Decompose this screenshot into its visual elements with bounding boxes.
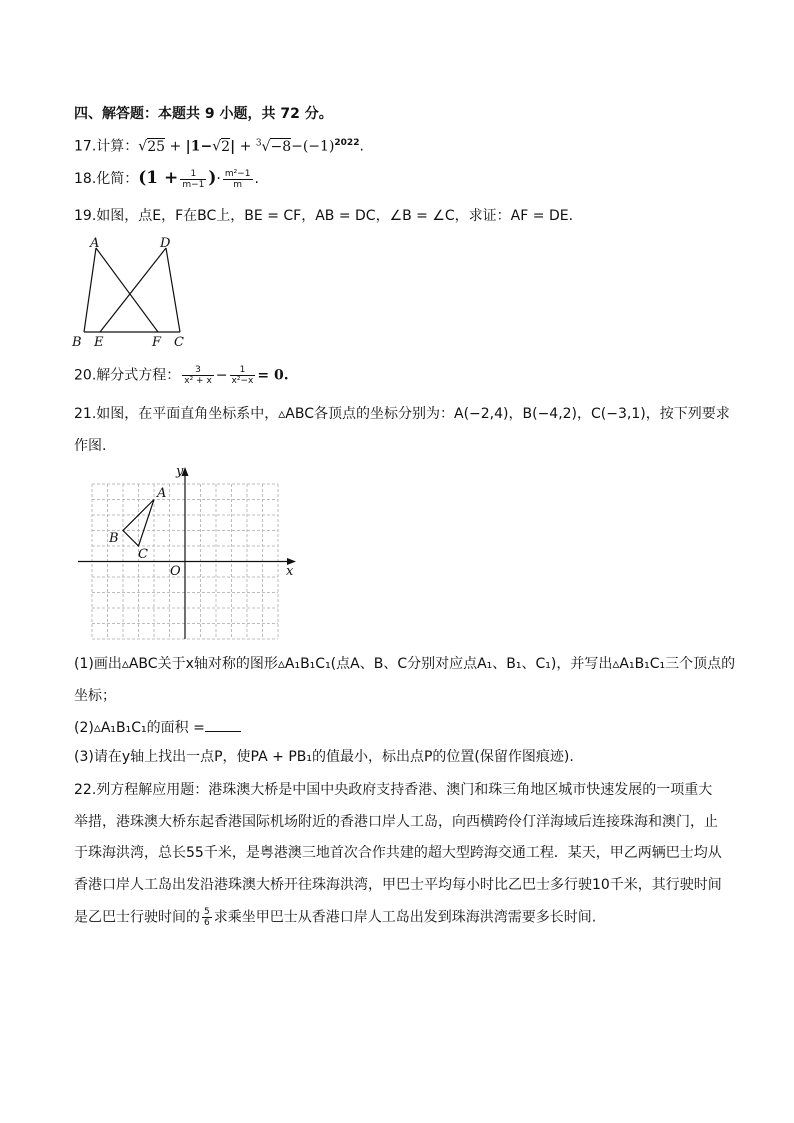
fig19-label-c: C [174, 335, 184, 350]
answer-blank[interactable] [205, 717, 241, 732]
question-21-part-3: (3)请在y轴上找出一点P，使PA + PB₁的值最小，标出点P的位置(保留作图痕迹). [74, 749, 574, 765]
q17-plus: + [169, 138, 182, 155]
q17-sqrt-arg: 25 [147, 138, 166, 155]
question-22-line-1: 22.列方程解应用题：港珠澳大桥是中国中央政府支持香港、澳门和珠三角地区城市快速发展的一项重大 [74, 782, 713, 798]
fig19-label-a: A [90, 236, 100, 251]
question-21-part-1-line-1: (1)画出▵ABC关于x轴对称的图形▵A₁B₁C₁(点A、B、C分别对应点A₁、B₁、C₁)，并写出▵A₁B₁C₁三个顶点的 [74, 656, 736, 672]
question-20 [74, 365, 289, 386]
q22-frac-num: 5 [204, 907, 210, 917]
q22-fraction [202, 907, 212, 928]
q22-frac-den: 6 [204, 918, 210, 928]
q21-part2-text: (2)▵A₁B₁C₁的面积 = [74, 720, 205, 736]
q20-frac2-den: x²−x [231, 376, 254, 386]
fig21-label-o: O [170, 564, 181, 579]
fig19-label-b: B [72, 335, 82, 350]
q20-fraction-1 [182, 365, 214, 386]
question-22-line-2: 举措，港珠澳大桥东起香港国际机场附近的香港口岸人工岛，向西横跨伶仃洋海域后连接珠海和澳门，止 [74, 814, 718, 830]
fig21-label-a: A [157, 486, 167, 501]
q18-end: . [254, 171, 259, 187]
q17-abs-open: |1− [185, 138, 213, 155]
q17-label: 17.计算： [74, 138, 139, 155]
q20-fraction-2 [230, 365, 256, 386]
question-22-line-5 [74, 907, 596, 928]
q18-dot: · [216, 171, 221, 187]
q17-end: . [359, 138, 364, 155]
fig21-label-c: C [138, 547, 148, 562]
q17-cbrt-index: 3 [255, 138, 262, 148]
q20-frac1-num: 3 [182, 365, 214, 376]
question-21-part-1-line-2: 坐标； [74, 688, 116, 704]
fig19-label-d: D [160, 236, 171, 251]
question-22-line-3: 于珠海洪湾，总长55千米，是粤港澳三地首次合作共建的超大型跨海交通工程．某天，甲乙两辆巴士均从 [74, 845, 722, 861]
question-21-line-2: 作图. [74, 438, 107, 454]
q19-figure [68, 234, 192, 350]
fig19-label-e: E [94, 335, 104, 350]
q18-frac2-den: m [233, 179, 243, 190]
q18-frac1-den: m−1 [182, 179, 205, 190]
fig21-label-x: x [286, 564, 294, 579]
q20-equals: = 0. [257, 367, 289, 384]
q22-line5-suffix: 求乘坐甲巴士从香港口岸人工岛出发到珠海洪湾需要多长时间. [213, 909, 597, 926]
question-21-part-2 [74, 717, 241, 738]
q18-paren-open: (1 + [138, 168, 179, 188]
section-header: 四、解答题：本题共 9 小题，共 72 分。 [74, 106, 333, 122]
q18-frac2-num: m²−1 [224, 168, 251, 179]
question-19: 19.如图，点E，F在BC上，BE = CF，AB = DC，∠B = ∠C，求证：AF = DE. [74, 208, 574, 224]
question-21-line-1: 21.如图，在平面直角坐标系中，▵ABC各顶点的坐标分别为：A(−2,4)，B(−4,2)，C(−3,1)，按下列要求 [74, 406, 730, 422]
q18-label: 18.化简： [74, 171, 139, 187]
question-22-line-4: 香港口岸人工岛出发沿港珠澳大桥开往珠海洪湾，甲巴士平均每小时比乙巴士多行驶10千米，其行驶时间 [74, 877, 722, 893]
q18-paren-close: ) [208, 168, 217, 188]
q21-coordinate-grid [74, 462, 304, 642]
fig19-label-f: F [152, 335, 162, 350]
q17-abs-close: | [230, 138, 236, 155]
question-17: 17.计算：$√25 + |1-√2| + ^3√-8-(-1)^{2022}$. [74, 138, 364, 155]
q20-minus: − [215, 367, 228, 384]
q17-minus-term: −(−1) [291, 138, 335, 155]
q17-sqrt2-arg: 2 [221, 138, 231, 155]
q18-fraction-1 [180, 169, 206, 190]
q17-cbrt-arg: −8 [270, 138, 292, 155]
q17-exponent: 2022 [334, 138, 360, 148]
question-18 [74, 168, 259, 190]
q22-line5-prefix: 是乙巴士行驶时间的 [74, 909, 200, 926]
q20-label: 20.解分式方程： [74, 367, 181, 384]
fig21-label-b: B [109, 531, 119, 546]
q18-fraction-2 [223, 169, 253, 190]
q20-frac2-num: 1 [230, 365, 256, 376]
q20-frac1-den: x² + x [184, 376, 212, 386]
fig21-label-y: y [176, 464, 184, 479]
q18-frac1-num: 1 [180, 169, 206, 180]
q17-plus2: + [239, 138, 252, 155]
